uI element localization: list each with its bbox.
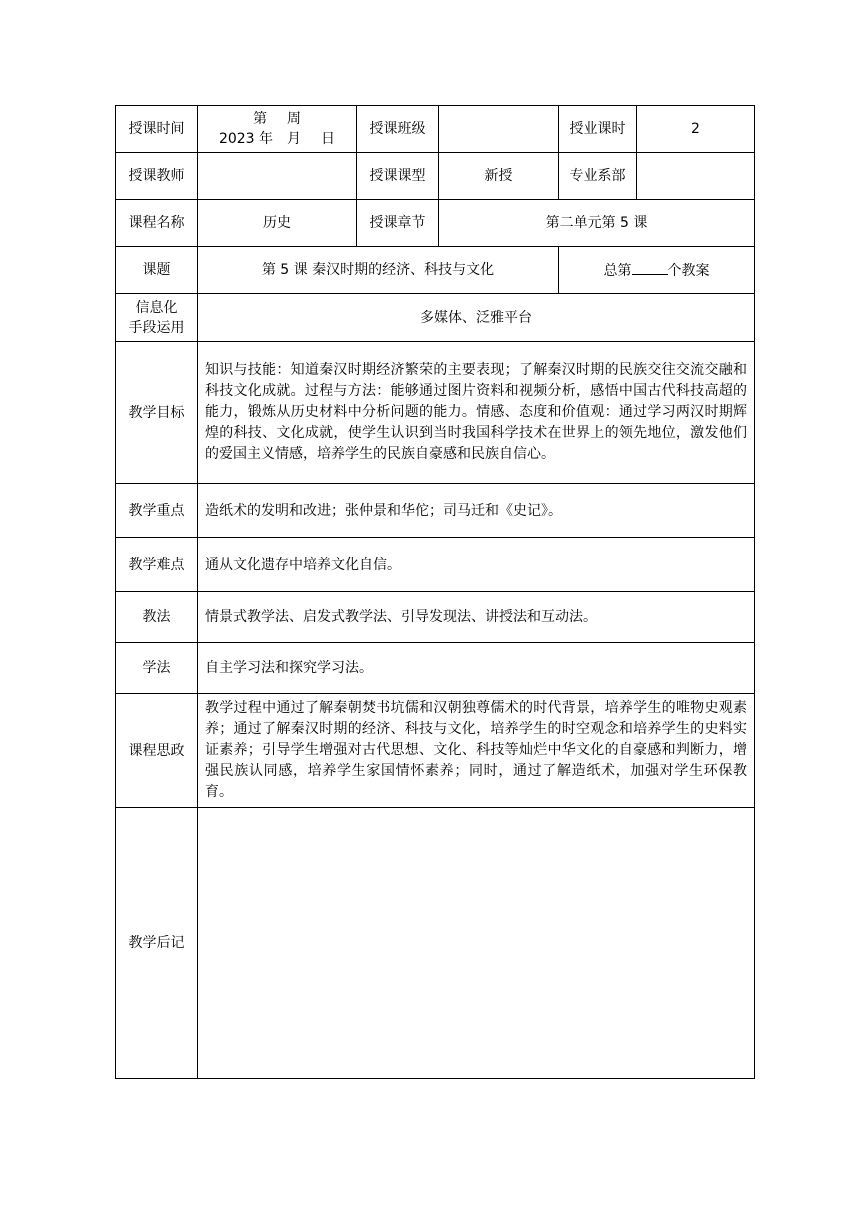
reflection-label: 教学后记 <box>116 808 198 1079</box>
hours-value[interactable]: 2 <box>637 106 755 153</box>
row-topic <box>116 247 755 294</box>
plan-count[interactable] <box>559 247 755 294</box>
class-label: 授课班级 <box>357 106 439 153</box>
count-blank <box>632 260 668 275</box>
week-suffix: 周 <box>287 111 301 127</box>
info-label-line2: 手段运用 <box>128 319 185 336</box>
row-info <box>116 294 755 342</box>
teacher-value[interactable] <box>198 153 357 200</box>
type-label: 授课课型 <box>357 153 439 200</box>
difficulties-text[interactable]: 通从文化遗存中培养文化自信。 <box>198 538 755 592</box>
day-label: 日 <box>321 131 336 147</box>
row-time <box>116 106 755 153</box>
week-line <box>198 109 356 129</box>
dept-value[interactable] <box>637 153 755 200</box>
row-course <box>116 200 755 247</box>
info-value[interactable]: 多媒体、泛雅平台 <box>198 294 755 342</box>
teacher-label: 授课教师 <box>116 153 198 200</box>
info-label <box>116 294 198 342</box>
topic-value[interactable]: 第 5 课 秦汉时期的经济、科技与文化 <box>198 247 559 294</box>
chapter-value[interactable]: 第二单元第 5 课 <box>439 200 755 247</box>
time-value[interactable] <box>198 106 357 153</box>
course-label: 课程名称 <box>116 200 198 247</box>
study-text[interactable]: 自主学习法和探究学习法。 <box>198 643 755 694</box>
count-suffix: 个教案 <box>667 262 710 279</box>
difficulties-label: 教学难点 <box>116 538 198 592</box>
lesson-plan-table <box>115 105 755 1079</box>
methods-label: 教法 <box>116 592 198 643</box>
row-methods <box>116 592 755 643</box>
hours-label: 授业课时 <box>559 106 637 153</box>
month-label: 月 <box>287 131 302 147</box>
row-goals <box>116 342 755 484</box>
key-points-text[interactable]: 造纸术的发明和改进；张仲景和华佗；司马迁和《史记》。 <box>198 484 755 538</box>
dept-label: 专业系部 <box>559 153 637 200</box>
count-prefix: 总第 <box>603 262 632 279</box>
row-key-points <box>116 484 755 538</box>
key-points-label: 教学重点 <box>116 484 198 538</box>
topic-label: 课题 <box>116 247 198 294</box>
ideology-label: 课程思政 <box>116 694 198 808</box>
methods-text[interactable]: 情景式教学法、启发式教学法、引导发现法、讲授法和互动法。 <box>198 592 755 643</box>
ideology-text[interactable]: 教学过程中通过了解秦朝焚书坑儒和汉朝独尊儒术的时代背景，培养学生的唯物史观素养；通过了解秦汉时期的经济、科技与文化，培养学生的时空观念和培养学生的史料实证素养；引导学生增强对古代思想、文化、科技等灿烂中华文化的自豪感和判断力，增强民族认同感，培养学生家国情怀素养；同时，通过了解造纸术，加强对学生环保教育。 <box>198 694 755 808</box>
time-label: 授课时间 <box>116 106 198 153</box>
goals-label: 教学目标 <box>116 342 198 484</box>
chapter-label: 授课章节 <box>357 200 439 247</box>
year-text: 2023 年 <box>218 131 274 147</box>
week-prefix: 第 <box>253 111 267 127</box>
row-study <box>116 643 755 694</box>
study-label: 学法 <box>116 643 198 694</box>
row-reflection <box>116 808 755 1079</box>
date-line <box>198 129 356 149</box>
type-value[interactable]: 新授 <box>439 153 559 200</box>
goals-text[interactable]: 知识与技能：知道秦汉时期经济繁荣的主要表现；了解秦汉时期的民族交往交流交融和科技文化成就。过程与方法：能够通过图片资料和视频分析，感悟中国古代科技高超的能力，锻炼从历史材料中分析问题的能力。情感、态度和价值观：通过学习两汉时期辉煌的科技、文化成就，使学生认识到当时我国科学技术在世界上的领先地位，激发他们的爱国主义情感，培养学生的民族自豪感和民族自信心。 <box>198 342 755 484</box>
course-value[interactable]: 历史 <box>198 200 357 247</box>
class-value[interactable] <box>439 106 559 153</box>
info-label-line1: 信息化 <box>135 299 178 316</box>
row-difficulties <box>116 538 755 592</box>
reflection-text[interactable] <box>198 808 755 1079</box>
row-teacher <box>116 153 755 200</box>
row-ideology <box>116 694 755 808</box>
